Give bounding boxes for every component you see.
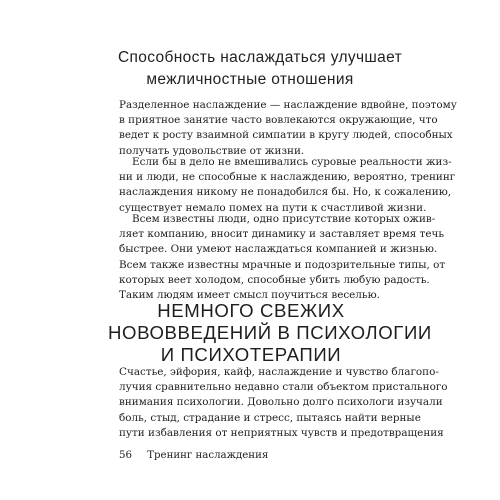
section-heading: [108, 300, 432, 366]
text-line: которых веет холодом, способные убить любую радость.: [119, 273, 430, 286]
page-footer: [119, 450, 268, 461]
subheading-line: межличностные отношения: [146, 71, 354, 88]
text-line: Счастье, эйфория, кайф, наслаждение и чувство благопо-: [119, 366, 439, 378]
text-line: ляет компанию, вносит динамику и заставляет время течь: [119, 228, 445, 241]
paragraph: [119, 98, 457, 159]
text-line: пути избавления от неприятных чувств и предотвращения: [119, 426, 444, 439]
text-line: ни и люди, не способные к наслаждению, вероятно, тренинг: [119, 171, 456, 184]
page-number: 56: [119, 450, 132, 461]
text-line: Всем известны люди, одно присутствие которых ожив-: [132, 213, 436, 225]
running-title: Тренинг наслаждения: [147, 450, 269, 461]
text-line: лучия сравнительно недавно стали объектом пристального: [119, 381, 448, 394]
text-line: Если бы в дело не вмешивались суровые реальности жиз-: [132, 156, 452, 168]
text-line: внимания психологии. Довольно долго психологи изучали: [119, 396, 443, 409]
paragraph: [119, 212, 446, 303]
text-line: Всем также известны мрачные и подозрительные типы, от: [119, 258, 446, 271]
section-subheading: [118, 47, 403, 91]
subheading-line: Способность наслаждаться улучшает: [118, 49, 403, 66]
text-line: получать удовольствие от жизни.: [119, 144, 305, 157]
heading-line: И ПСИХОТЕРАПИИ: [160, 344, 342, 365]
heading-line: НЕМНОГО СВЕЖИХ: [157, 300, 345, 321]
text-line: быстрее. Они умеют наслаждаться компанией и жизнью.: [119, 243, 438, 256]
text-line: в приятное занятие часто вовлекаются окружающие, что: [119, 114, 438, 127]
paragraph: [119, 365, 448, 441]
text-line: Таким людям имеет смысл поучиться веселью.: [119, 288, 380, 301]
text-line: Разделенное наслаждение — наслаждение вдвойне, поэтому: [119, 99, 457, 111]
heading-line: НОВОВВЕДЕНИЙ В ПСИХОЛОГИИ: [108, 322, 432, 343]
text-line: ведет к росту взаимной симпатии в кругу людей, способных: [119, 129, 453, 142]
text-line: боль, стыд, страдание и стресс, пытаясь найти верные: [119, 411, 421, 424]
text-line: существует немало помех на пути к счастливой жизни.: [119, 201, 427, 214]
paragraph: [119, 155, 456, 216]
text-line: наслаждения никому не понадобился бы. Но, к сожалению,: [119, 186, 452, 199]
